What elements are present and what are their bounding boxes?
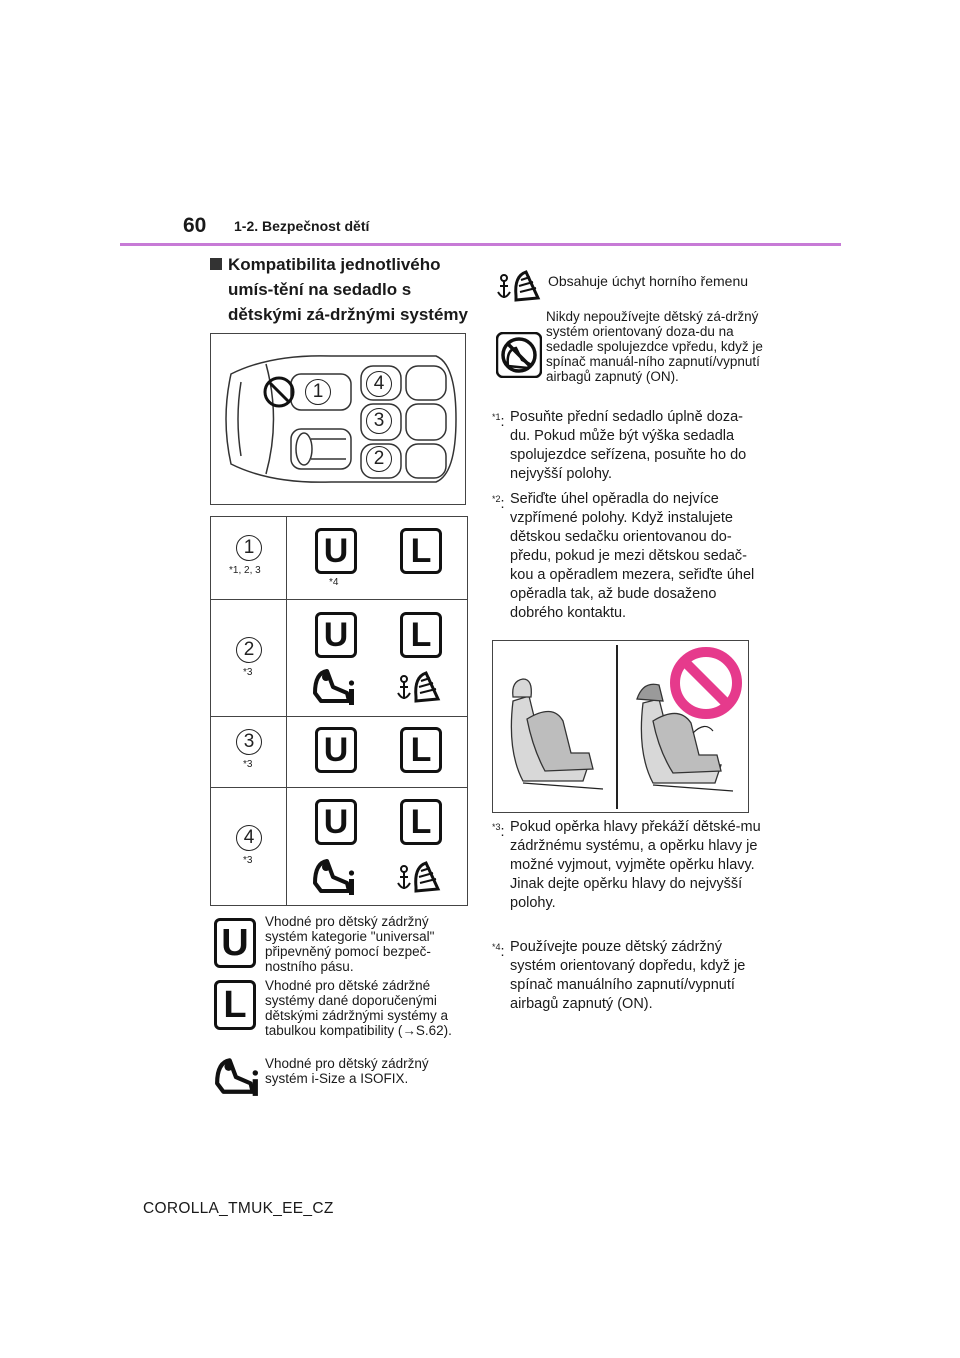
headrest-illustration bbox=[492, 640, 749, 813]
universal-u-icon: U bbox=[315, 727, 357, 773]
footnote-label: $^{*3}$: bbox=[492, 822, 505, 840]
car-top-view-icon bbox=[211, 334, 465, 504]
seat-2-label: 2 bbox=[366, 446, 392, 472]
footnote-label: $^{*4}$: bbox=[492, 942, 505, 960]
no-rear-facing-icon bbox=[496, 332, 542, 383]
i-size-icon bbox=[212, 1052, 262, 1103]
table-seat-4: 4 bbox=[236, 825, 262, 851]
universal-u-icon: U bbox=[315, 799, 357, 845]
section-title: Kompatibilita jednotlivého umís-tění na sedadlo s dětskými zá-držnými systémy bbox=[228, 255, 468, 324]
table-seat-2: 2 bbox=[236, 637, 262, 663]
header-rule bbox=[120, 243, 841, 246]
table-seat-3: 3 bbox=[236, 729, 262, 755]
car-seat-diagram bbox=[210, 333, 466, 505]
section-heading bbox=[210, 252, 480, 327]
footnote-2: $^{*2}$: Seřiďte úhel opěradla do nejvíce vzpřímené polohy. Když instalujete dětskou sedačku orientovanou do-předu, pokud je mezi dětskou sedač-kou a opěradlem mezera, seřiďte úhel opěradla tak, až bude dosaženo dobrého kontaktu. bbox=[492, 491, 755, 621]
seat-comparison-illustration bbox=[493, 641, 748, 812]
seat-4-label: 4 bbox=[366, 371, 392, 397]
footnote-label: $^{*1}$: bbox=[492, 412, 505, 430]
i-size-icon bbox=[311, 663, 357, 712]
table-note-1b: *4 bbox=[329, 577, 339, 588]
table-note-4: *3 bbox=[243, 855, 253, 866]
document-code: COROLLA_TMUK_EE_CZ bbox=[143, 1200, 334, 1217]
universal-u-icon: U bbox=[315, 612, 357, 658]
legend-isize-text: Vhodné pro dětský zádržný systém i-Size a ISOFIX. bbox=[265, 1056, 429, 1086]
page-number: 60 bbox=[183, 214, 207, 237]
table-note-1: *1, 2, 3 bbox=[229, 565, 261, 576]
table-seat-1: 1 bbox=[236, 535, 262, 561]
universal-u-icon: U bbox=[214, 918, 256, 968]
seat-1-label: 1 bbox=[305, 379, 331, 405]
top-tether-icon bbox=[396, 853, 444, 902]
universal-u-icon: U bbox=[315, 528, 357, 574]
l-category-icon: L bbox=[400, 528, 442, 574]
table-note-2: *3 bbox=[243, 667, 253, 678]
footnote-label: $^{*2}$: bbox=[492, 494, 505, 512]
legend-l-text: Vhodné pro dětské zádržné systémy dané doporučenými dětskými zádržnými systémy a tabulkou kompatibility (→S.62). bbox=[265, 978, 452, 1038]
compatibility-table bbox=[210, 516, 468, 906]
i-size-icon bbox=[311, 853, 357, 902]
table-note-3: *3 bbox=[243, 759, 253, 770]
l-category-icon: L bbox=[400, 799, 442, 845]
seat-3-label: 3 bbox=[366, 408, 392, 434]
legend-tether-text: Obsahuje úchyt horního řemenu bbox=[548, 273, 749, 289]
square-bullet-icon bbox=[210, 258, 222, 270]
l-category-icon: L bbox=[400, 612, 442, 658]
footnote-4: $^{*4}$: Používejte pouze dětský zádržný systém orientovaný dopředu, když je spínač manuálního zapnutí/vypnutí airbagů zapnutý (ON). bbox=[492, 939, 746, 1012]
footnote-3: $^{*3}$: Pokud opěrka hlavy překáží dětské-mu zádržnému systému, a opěrku hlavy je možné vyjmout, vyjměte opěrku hlavy. Jinak dejte opěrku hlavy do nejvyšší polohy. bbox=[492, 819, 761, 911]
legend-universal-text: Vhodné pro dětský zádržný systém kategorie "universal" připevněný pomocí bezpeč-nostního pásu. bbox=[265, 914, 435, 974]
footnote-1: $^{*1}$: Posuňte přední sedadlo úplně doza-du. Pokud může být výška sedadla spolujezdce seřízena, posuňte ho do nejvyšší polohy. bbox=[492, 409, 747, 482]
top-tether-icon bbox=[496, 262, 544, 311]
chapter-title: 1-2. Bezpečnost dětí bbox=[234, 218, 370, 234]
legend-no-rear-text: Nikdy nepoužívejte dětský zá-držný systém orientovaný doza-du na sedadle spolujezdce vpředu, když je spínač manuál-ního zapnutí/vypnutí airbagů zapnutý (ON). bbox=[546, 309, 763, 384]
top-tether-icon bbox=[396, 663, 444, 712]
l-category-icon: L bbox=[214, 980, 256, 1030]
l-category-icon: L bbox=[400, 727, 442, 773]
